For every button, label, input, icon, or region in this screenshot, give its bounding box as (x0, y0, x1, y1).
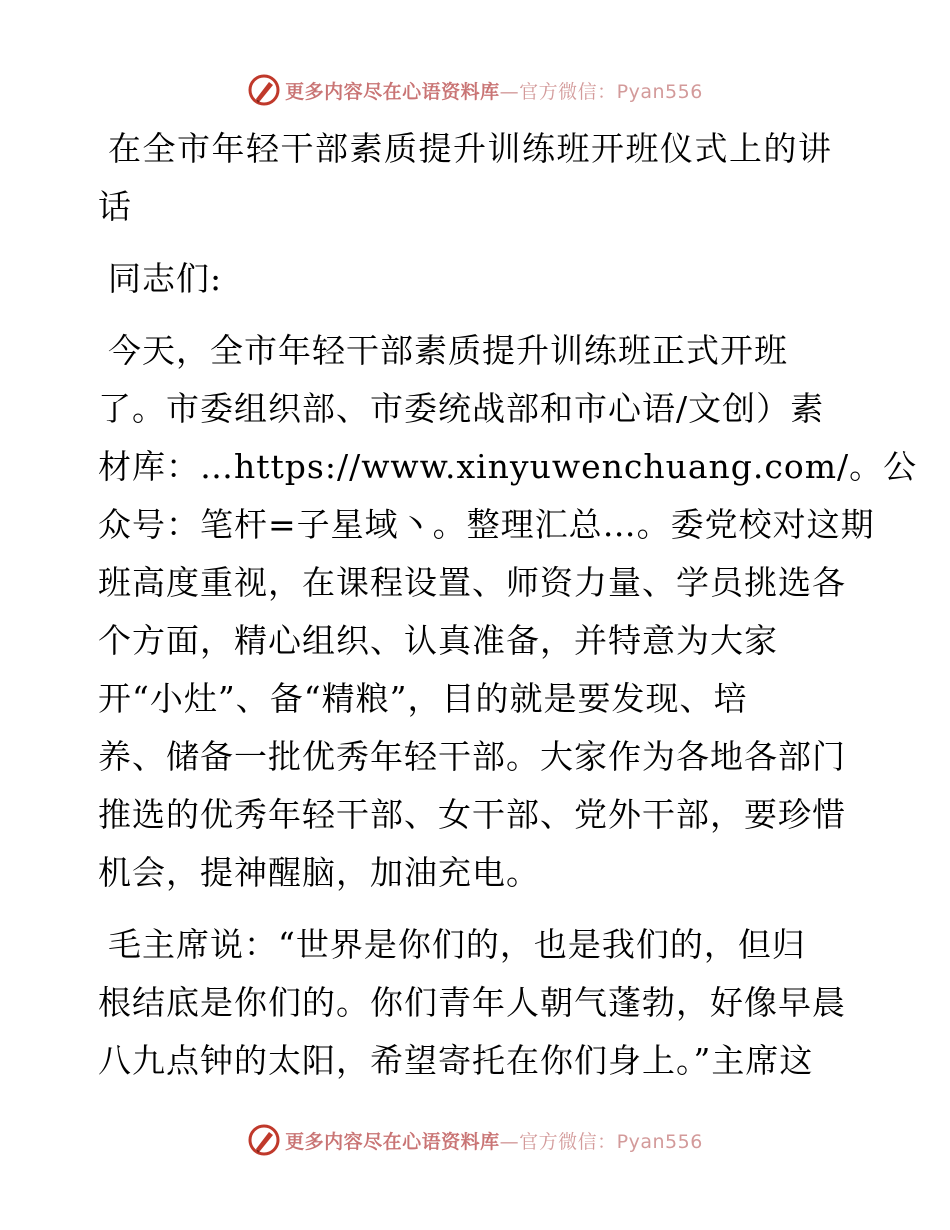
paragraph-line: 材库：…https://www.xinyuwenchuang.com/。公 (98, 447, 918, 486)
document-body (98, 120, 918, 1104)
paragraph-line: 个方面，精心组织、认真准备，并特意为大家 (98, 621, 778, 660)
title-line: 在全市年轻干部素质提升训练班开班仪式上的讲 (108, 129, 833, 168)
header-site-text: 更多内容尽在心语资料库 (285, 80, 500, 103)
greeting: 同志们: (108, 259, 223, 298)
footer-banner (0, 1120, 950, 1160)
paragraph-line: 根结底是你们的。你们青年人朝气蓬勃，好像早晨 (98, 983, 846, 1022)
paragraph-line: 众号：笔杆=子星域丶。整理汇总…。委党校对这期 (98, 505, 875, 544)
document-title (98, 120, 858, 236)
title-line: 话 (98, 187, 133, 226)
pen-logo-icon (247, 1123, 281, 1157)
paragraph-line: 了。市委组织部、市委统战部和市心语/文创）素 (98, 389, 825, 428)
paragraph-line: 班高度重视，在课程设置、师资力量、学员挑选各 (98, 563, 846, 602)
header-wechat-text: 官方微信：Pyan556 (519, 80, 703, 103)
footer-dash: — (499, 1130, 520, 1153)
footer-wechat-text: 官方微信：Pyan556 (519, 1130, 703, 1153)
footer-site-text: 更多内容尽在心语资料库 (285, 1130, 500, 1153)
pen-logo-icon (247, 73, 281, 107)
paragraph-line: 八九点钟的太阳，希望寄托在你们身上。”主席这 (98, 1041, 814, 1080)
header-dash: — (499, 80, 520, 103)
header-banner-text (285, 77, 703, 104)
header-banner (0, 70, 950, 110)
paragraph-line: 开“小灶”、备“精粮”，目的就是要发现、培 (98, 679, 748, 718)
paragraph-1 (98, 322, 918, 902)
paragraph-line: 推选的优秀年轻干部、女干部、党外干部，要珍惜 (98, 795, 846, 834)
footer-banner-text (285, 1127, 703, 1154)
paragraph-line: 今天，全市年轻干部素质提升训练班正式开班 (108, 331, 788, 370)
paragraph-line: 机会，提神醒脑，加油充电。 (98, 853, 540, 892)
paragraph-line: 毛主席说：“世界是你们的，也是我们的，但归 (108, 925, 806, 964)
paragraph-2 (98, 916, 858, 1090)
paragraph-line: 养、储备一批优秀年轻干部。大家作为各地各部门 (98, 737, 846, 776)
